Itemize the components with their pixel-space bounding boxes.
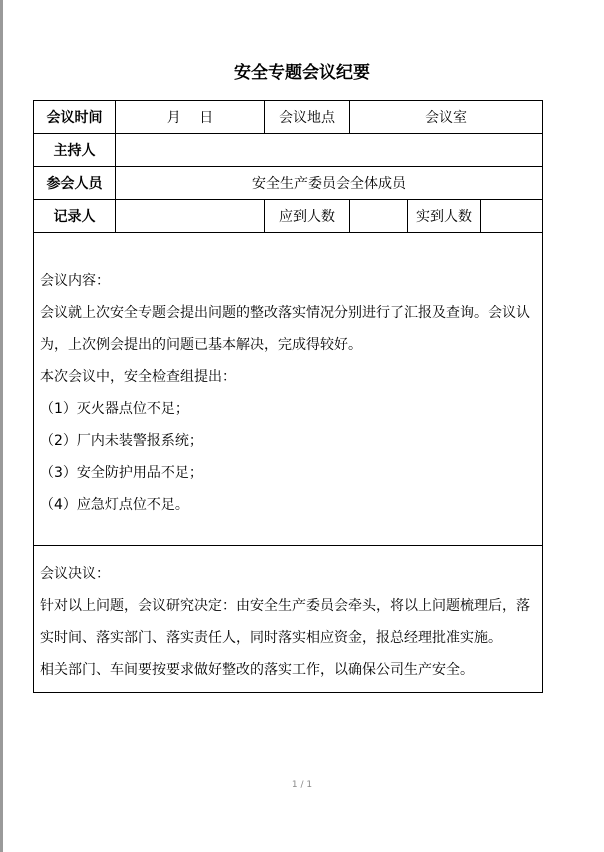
content-item-4: （4）应急灯点位不足。 [40, 497, 189, 513]
meeting-content-cell[interactable] [34, 233, 543, 546]
meeting-time-value[interactable]: 月 日 [116, 101, 265, 134]
content-item-3: （3）安全防护用品不足； [40, 465, 203, 481]
actual-count-value[interactable] [481, 200, 543, 233]
attendees-value[interactable]: 安全生产委员会全体成员 [116, 167, 543, 200]
decision-heading: 会议决议： [40, 566, 110, 582]
row-meeting-time [34, 101, 543, 134]
content-paragraph: 会议就上次安全专题会提出问题的整改落实情况分别进行了汇报及查询。会议认为，上次例会提出的问题已基本解决，完成得较好。 [40, 305, 530, 353]
meeting-decision-cell[interactable] [34, 546, 543, 693]
meeting-time-label: 会议时间 [34, 101, 116, 134]
actual-count-label: 实到人数 [408, 200, 481, 233]
page-left-edge [0, 0, 3, 852]
document-title: 安全专题会议纪要 [234, 63, 370, 83]
row-meeting-decision [34, 546, 543, 693]
recorder-label: 记录人 [34, 200, 116, 233]
attendees-label: 参会人员 [34, 167, 116, 200]
content-item-2: （2）厂内未装警报系统； [40, 433, 203, 449]
meeting-location-label: 会议地点 [265, 101, 350, 134]
row-meeting-content [34, 233, 543, 546]
content-heading: 会议内容： [40, 273, 110, 289]
host-value[interactable] [116, 134, 543, 167]
recorder-value[interactable] [116, 200, 265, 233]
content-item-1: （1）灭火器点位不足； [40, 401, 189, 417]
row-host [34, 134, 543, 167]
meeting-minutes-table [33, 100, 543, 693]
row-recorder [34, 200, 543, 233]
meeting-location-value[interactable]: 会议室 [350, 101, 543, 134]
row-attendees [34, 167, 543, 200]
host-label: 主持人 [34, 134, 116, 167]
expected-count-label: 应到人数 [265, 200, 350, 233]
decision-paragraph-1: 针对以上问题，会议研究决定：由安全生产委员会牵头，将以上问题梳理后，落实时间、落实部门、落实责任人，同时落实相应资金，报总经理批准实施。 [40, 598, 530, 646]
content-intro: 本次会议中，安全检查组提出： [40, 369, 236, 385]
decision-paragraph-2: 相关部门、车间要按要求做好整改的落实工作，以确保公司生产安全。 [40, 662, 474, 678]
page-indicator: 1 / 1 [291, 780, 313, 790]
expected-count-value[interactable] [350, 200, 408, 233]
